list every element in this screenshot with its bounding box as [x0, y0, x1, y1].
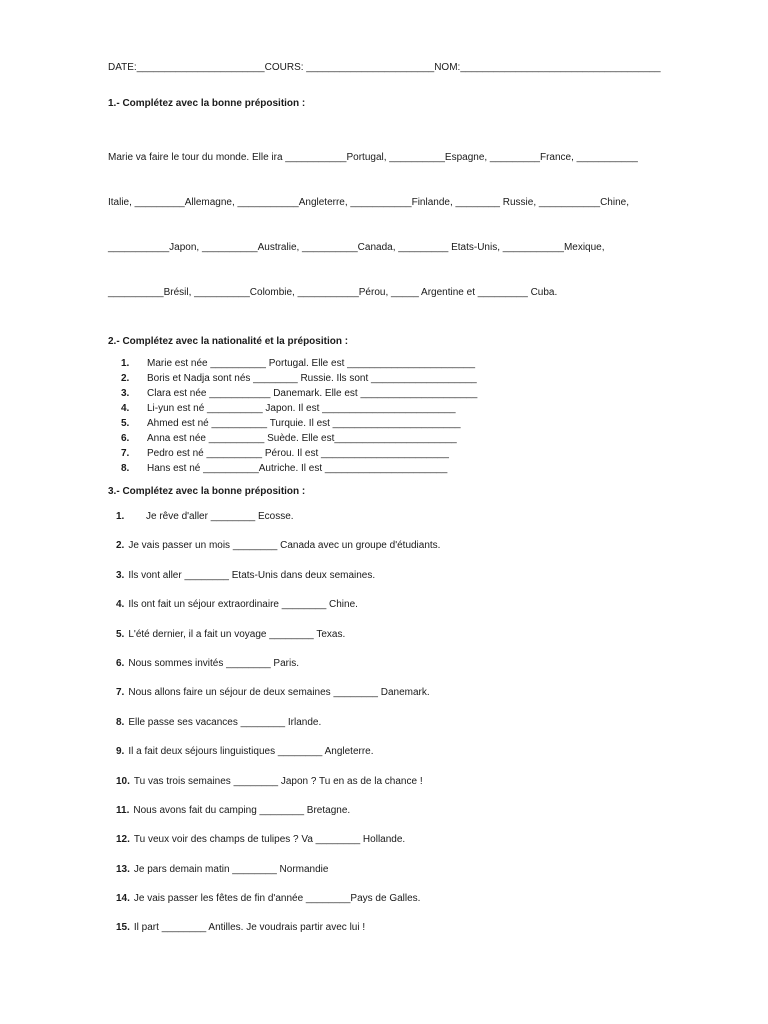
list-item [121, 403, 678, 418]
list-item [116, 596, 678, 625]
item-text: Il part ________ Antilles. Je voudrais partir avec lui ! [133, 922, 366, 934]
list-item [116, 626, 678, 655]
list-item [116, 890, 678, 919]
item-text: Anna est née __________ Suède. Elle est______________________ [147, 433, 457, 444]
item-number: 6. [121, 433, 130, 444]
item-number: 15. [116, 922, 130, 934]
list-item [116, 831, 678, 860]
item-text: Elle passe ses vacances ________ Irlande. [128, 716, 322, 728]
item-text: Je vais passer les fêtes de fin d'année ________Pays de Galles. [133, 893, 421, 905]
item-text: Li-yun est né __________ Japon. Il est ________________________ [147, 403, 456, 414]
list-item [121, 388, 678, 403]
item-number: 6. [116, 657, 125, 669]
list-item [116, 773, 678, 802]
item-number: 9. [116, 746, 125, 758]
list-item [121, 463, 678, 478]
item-number: 7. [121, 448, 130, 459]
item-number: 2. [116, 540, 125, 552]
item-number: 1. [116, 511, 125, 522]
item-number: 12. [116, 834, 130, 846]
section1-paragraph [108, 120, 678, 330]
item-number: 1. [121, 358, 130, 369]
section2-list [108, 358, 678, 478]
item-number: 13. [116, 863, 130, 875]
list-item [116, 714, 678, 743]
section3-list [108, 508, 678, 949]
header-fields: DATE:_______________________COURS: _______________________NOM:____________________________________ [108, 62, 661, 73]
item-text: Ahmed est né __________ Turquie. Il est _______________________ [147, 418, 461, 429]
list-item [121, 373, 678, 388]
item-text: Je vais passer un mois ________ Canada avec un groupe d'étudiants. [128, 540, 441, 552]
item-text: Nous avons fait du camping ________ Bretagne. [133, 804, 351, 816]
item-text: Tu veux voir des champs de tulipes ? Va ________ Hollande. [133, 834, 406, 846]
section1-line: ___________Japon, __________Australie, __________Canada, _________ Etats-Unis, ___________Mexique, [108, 242, 605, 253]
list-item [121, 418, 678, 433]
item-text: Nous sommes invités ________ Paris. [128, 657, 299, 669]
item-number: 3. [116, 569, 125, 581]
item-text: Clara est née ___________ Danemark. Elle est _____________________ [147, 388, 478, 399]
item-text: Pedro est né __________ Pérou. Il est _______________________ [147, 448, 449, 459]
item-text: Je rêve d'aller ________ Ecosse. [146, 511, 294, 522]
item-number: 8. [121, 463, 130, 474]
list-item [116, 861, 678, 890]
worksheet [108, 62, 678, 949]
item-number: 4. [116, 599, 125, 611]
item-number: 8. [116, 716, 125, 728]
item-text: Hans est né __________Autriche. Il est ______________________ [147, 463, 448, 474]
section1-heading: 1.- Complétez avec la bonne préposition : [108, 98, 306, 109]
section1-line: __________Brésil, __________Colombie, ___________Pérou, _____ Argentine et _________ Cuba. [108, 287, 558, 298]
list-item [116, 684, 678, 713]
item-text: Tu vas trois semaines ________ Japon ? Tu en as de la chance ! [133, 775, 423, 787]
list-item [116, 802, 678, 831]
section2-heading: 2.- Complétez avec la nationalité et la préposition : [108, 336, 349, 347]
item-text: Ils ont fait un séjour extraordinaire ________ Chine. [128, 599, 358, 611]
section1-line: Italie, _________Allemagne, ___________Angleterre, ___________Finlande, ________ Russie, ___________Chine, [108, 197, 629, 208]
list-item [116, 743, 678, 772]
item-text: Ils vont aller ________ Etats-Unis dans deux semaines. [128, 569, 376, 581]
item-text: Nous allons faire un séjour de deux semaines ________ Danemark. [128, 687, 430, 699]
item-number: 7. [116, 687, 125, 699]
item-text: Marie est née __________ Portugal. Elle est _______________________ [147, 358, 476, 369]
list-item [116, 567, 678, 596]
item-number: 14. [116, 893, 130, 905]
item-number: 5. [121, 418, 130, 429]
list-item [116, 919, 678, 948]
list-item [116, 655, 678, 684]
list-item [121, 433, 678, 448]
item-number: 5. [116, 628, 125, 640]
list-item [116, 508, 678, 537]
item-number: 11. [116, 804, 130, 816]
section3-heading: 3.- Complétez avec la bonne préposition : [108, 486, 306, 497]
item-number: 2. [121, 373, 130, 384]
item-number: 4. [121, 403, 130, 414]
item-text: Il a fait deux séjours linguistiques ________ Angleterre. [128, 746, 374, 758]
item-number: 10. [116, 775, 130, 787]
item-text: Boris et Nadja sont nés ________ Russie. Ils sont ___________________ [147, 373, 477, 384]
item-number: 3. [121, 388, 130, 399]
list-item [121, 358, 678, 373]
item-text: Je pars demain matin ________ Normandie [133, 863, 329, 875]
section1-line: Marie va faire le tour du monde. Elle ira ___________Portugal, __________Espagne, _________France, ___________ [108, 152, 638, 163]
item-text: L'été dernier, il a fait un voyage ________ Texas. [128, 628, 346, 640]
list-item [121, 448, 678, 463]
list-item [116, 537, 678, 566]
